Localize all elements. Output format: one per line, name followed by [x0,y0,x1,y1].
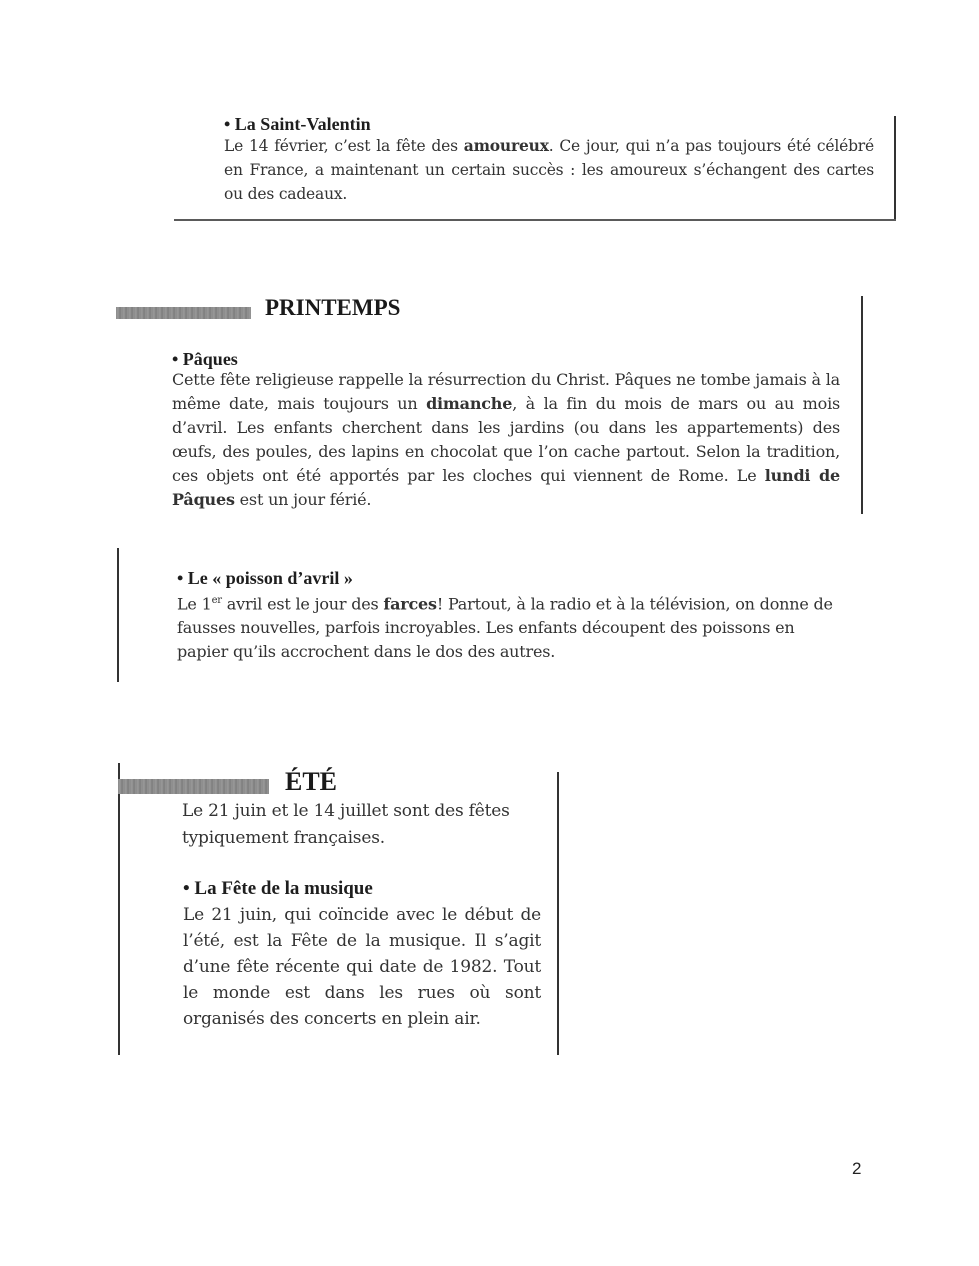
printemps-section-bar [116,307,251,319]
poisson-avril-heading: • Le « poisson d’avril » [177,568,353,588]
paques-text-part: est un jour férié. [234,490,372,509]
fete-musique-paragraph: Le 21 juin, qui coïncide avec le début de l’été, est la Fête de la musique. Il s’agit d’une fête récente qui date de 1982. Tout le monde est dans les rues où sont organisés des concerts en plein air. [183,905,541,1029]
valentin-text-part: . Ce jour, qui n’a pas toujours été célébré en France, a maintenant un certain succès : les amoureux s’échangent des cartes ou des cadeaux. [224,137,874,203]
ete-frame-right-rule [557,772,559,1055]
poisson-frame-left-rule [117,548,119,682]
ete-frame-left-rule [118,763,120,1055]
poisson-avril-paragraph [177,589,867,664]
poisson-text-part: avril est le jour des [221,594,384,614]
paques-bold-dimanche: dimanche [426,394,513,413]
paques-bold-lundi: lundi de Pâques [172,466,840,509]
poisson-text-part: ! Partout, à la radio et à la télévision, on donne de [436,594,833,614]
printemps-section-title: PRINTEMPS [265,295,401,320]
poisson-bold-farces: farces [383,594,437,614]
valentin-text-part: Le 14 février, c’est la fête des [224,137,464,155]
poisson-superscript: er [211,595,222,606]
ete-section-title: ÉTÉ [285,767,338,796]
valentin-bold-amoureux: amoureux [463,136,549,155]
printemps-frame-right-rule [861,296,863,514]
poisson-line-3: papier qu’ils accrochent dans le dos des autres. [177,642,556,662]
valentin-heading: • La Saint-Valentin [224,114,371,134]
paques-paragraph [172,368,840,512]
valentin-frame-bottom-rule [174,219,896,221]
fete-musique-heading: • La Fête de la musique [183,878,373,899]
poisson-text-part: Le 1 [177,594,212,614]
poisson-line-1 [177,589,867,616]
valentin-paragraph [224,134,874,206]
page-number: 2 [852,1159,862,1178]
paques-heading: • Pâques [172,349,238,369]
paques-text-part: , à la fin du mois de mars ou au mois d’avril. Les enfants cherchent dans les jardins (ou dans les appartements) des œufs, des poules, des lapins en chocolat que l’on cache partout. Selon la tradition, ces objets ont été apportés par les cloches qui viennent de Rome. Le [172,394,840,485]
ete-intro-paragraph: Le 21 juin et le 14 juillet sont des fêtes typiquement françaises. [182,801,510,848]
ete-section-bar [118,779,269,794]
paques-text-part: Cette fête religieuse rappelle la résurrection du Christ. Pâques ne tombe jamais à la même date, mais toujours un [172,370,840,413]
valentin-frame-right-rule [894,116,896,220]
poisson-line-2: fausses nouvelles, parfois incroyables. Les enfants découpent des poissons en [177,618,795,638]
